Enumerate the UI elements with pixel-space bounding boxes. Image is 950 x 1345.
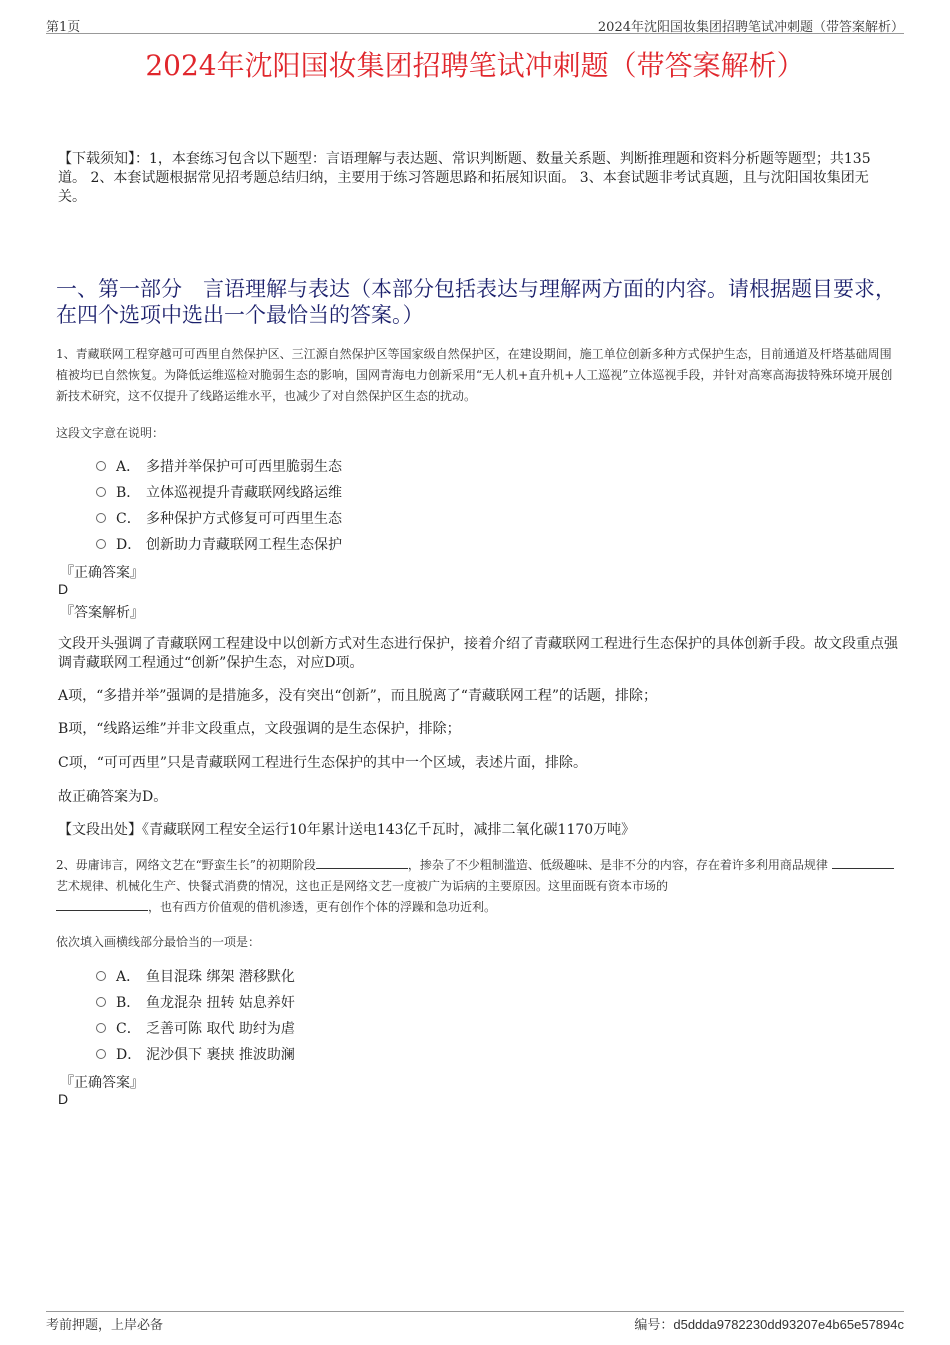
page-number: 第1页 [46, 20, 81, 35]
header-doc-title: 2024年沈阳国妆集团招聘笔试冲刺题（带答案解析） [597, 20, 904, 35]
option-letter: B． [116, 995, 141, 1011]
q1-answer: D [58, 581, 69, 597]
option-letter: A． [116, 969, 141, 985]
option-text: 多种保护方式修复可可西里生态 [146, 511, 342, 527]
option-text: 鱼龙混杂 扭转 姑息养奸 [146, 995, 295, 1011]
q2-stem-part: ，掺杂了不少粗制滥造、低级趣味、是非不分的内容，存在着许多利用商品规律 [407, 858, 828, 872]
q2-stem-part: ，也有西方价值观的借机渗透，更有创作个体的浮躁和急功近利。 [148, 900, 497, 914]
option-text: 鱼目混珠 绑架 潜移默化 [146, 969, 295, 985]
q1-stem: 1、青藏联网工程穿越可可西里自然保护区、三江源自然保护区等国家级自然保护区，在建设期间，施工单位创新多种方式保护生态，目前通道及杆塔基础周围植被均已自然恢复。为降低运维巡检对脆弱生态的影响，国网青海电力创新采用“无人机+直升机+人工巡视”立体巡视手段，并针对高寒高海拔特殊环境开展创新技术研究，这不仅提升了线路运维水平，也减少了对自然保护区生态的扰动。 [56, 347, 893, 403]
fill-blank [316, 856, 408, 869]
footer-code [634, 1314, 904, 1333]
radio-icon[interactable] [96, 461, 106, 471]
q2-answer: D [58, 1091, 69, 1107]
header-divider [46, 33, 904, 34]
radio-icon[interactable] [96, 1049, 106, 1059]
q1-option-d[interactable] [96, 534, 342, 554]
q2-option-a[interactable] [96, 966, 295, 986]
radio-icon[interactable] [96, 513, 106, 523]
q1-prompt: 这段文字意在说明： [56, 426, 165, 440]
radio-icon[interactable] [96, 1023, 106, 1033]
q2-stem-part: 艺术规律、机械化生产、快餐式消费的情况，这也正是网络文艺一度被广为诟病的主要原因。这里面既有资本市场的 [56, 879, 669, 893]
q1-analysis-conclusion: 故正确答案为D。 [58, 789, 168, 805]
radio-icon[interactable] [96, 539, 106, 549]
q2-option-d[interactable] [96, 1044, 295, 1064]
q2-prompt: 依次填入画横线部分最恰当的一项是： [56, 935, 261, 949]
q2-answer-label: 『正确答案』 [60, 1075, 144, 1091]
fill-blank [56, 898, 148, 911]
q1-analysis-b: B项，“线路运维”并非文段重点，文段强调的是生态保护，排除； [58, 721, 461, 737]
option-letter: C． [116, 511, 141, 527]
q1-answer-label: 『正确答案』 [60, 565, 144, 581]
document-title: 2024年沈阳国妆集团招聘笔试冲刺题（带答案解析） [145, 49, 805, 82]
q1-option-a[interactable] [96, 456, 342, 476]
section-heading: 一、第一部分 言语理解与表达（本部分包括表达与理解两方面的内容。请根据题目要求，在四个选项中选出一个最恰当的答案。） [56, 277, 896, 327]
q2-option-c[interactable] [96, 1018, 295, 1038]
download-notice: 【下载须知】：1，本套练习包含以下题型：言语理解与表达题、常识判断题、数量关系题、判断推理题和资料分析题等题型；共135道。 2、本套试题根据常见招考题总结归纳，主要用于练习答题思路和拓展知识面。 3、本套试题非考试真题，且与沈阳国妆集团无关。 [58, 151, 871, 205]
q1-analysis-a: A项，“多措并举”强调的是措施多，没有突出“创新”，而且脱离了“青藏联网工程”的话题，排除； [58, 688, 658, 704]
option-letter: B． [116, 485, 141, 501]
option-letter: D． [116, 1047, 142, 1063]
q1-analysis-summary: 文段开头强调了青藏联网工程建设中以创新方式对生态进行保护，接着介绍了青藏联网工程进行生态保护的具体创新手段。故文段重点强调青藏联网工程通过“创新”保护生态，对应D项。 [58, 636, 898, 671]
footer-slogan: 考前押题，上岸必备 [46, 1318, 164, 1333]
q1-analysis-c: C项，“可可西里”只是青藏联网工程进行生态保护的其中一个区域，表述片面，排除。 [58, 755, 588, 771]
q1-source: 【文段出处】《青藏联网工程安全运行10年累计送电143亿千瓦时，减排二氧化碳1170万吨》 [58, 822, 636, 838]
radio-icon[interactable] [96, 971, 106, 981]
option-text: 泥沙俱下 裹挟 推波助澜 [146, 1047, 295, 1063]
q2-stem [56, 855, 896, 918]
q2-stem-part: 2、毋庸讳言，网络文艺在“野蛮生长”的初期阶段 [56, 858, 316, 872]
option-text: 创新助力青藏联网工程生态保护 [146, 537, 342, 553]
q1-option-b[interactable] [96, 482, 342, 502]
radio-icon[interactable] [96, 997, 106, 1007]
option-text: 乏善可陈 取代 助纣为虐 [146, 1021, 295, 1037]
q2-option-b[interactable] [96, 992, 295, 1012]
option-text: 多措并举保护可可西里脆弱生态 [146, 459, 342, 475]
fill-blank [832, 856, 894, 869]
footer-divider [46, 1311, 904, 1312]
option-letter: A． [116, 459, 141, 475]
q1-option-c[interactable] [96, 508, 342, 528]
option-letter: C． [116, 1021, 141, 1037]
footer-code-value: d5ddda9782230dd93207e4b65e57894c [673, 1317, 904, 1332]
option-text: 立体巡视提升青藏联网线路运维 [146, 485, 342, 501]
q1-analysis-label: 『答案解析』 [60, 605, 144, 621]
footer-code-label: 编号： [634, 1318, 674, 1333]
radio-icon[interactable] [96, 487, 106, 497]
option-letter: D． [116, 537, 142, 553]
